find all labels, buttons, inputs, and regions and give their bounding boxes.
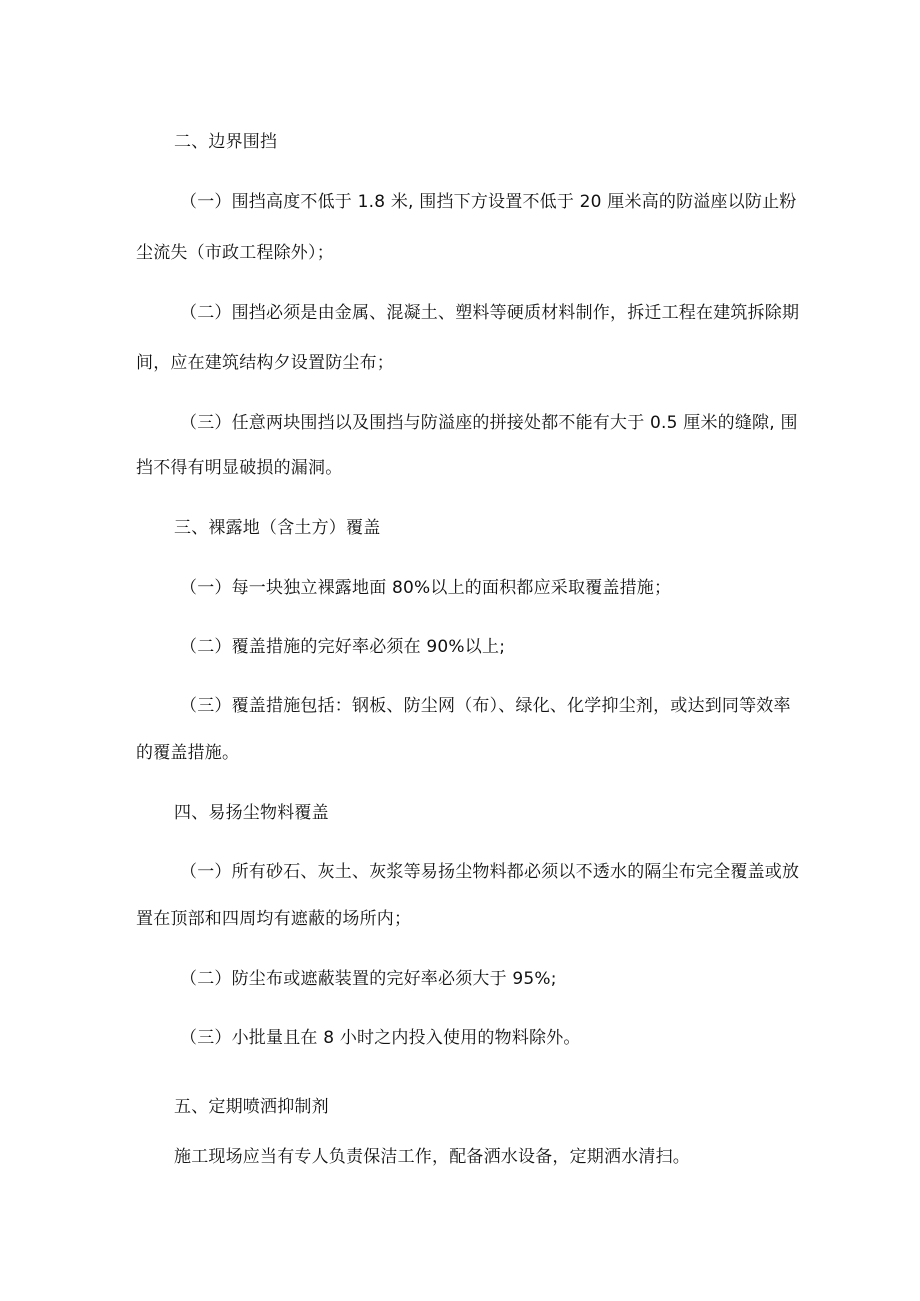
paragraph-3-3-line-2: 的覆盖措施。 [136, 743, 240, 763]
paragraph-4-3: （三）小批量且在 8 小时之内投入使用的物料除外。 [180, 1028, 581, 1048]
section-heading-4: 四、易扬尘物料覆盖 [174, 803, 329, 823]
paragraph-4-1-line-1: （一）所有砂石、灰土、灰浆等易扬尘物料都必须以不透水的隔尘布完全覆盖或放 [180, 862, 800, 882]
paragraph-4-1-line-2: 置在顶部和四周均有遮蔽的场所内； [136, 909, 412, 929]
section-heading-5: 五、定期喷洒抑制剂 [174, 1097, 329, 1117]
section-heading-2: 二、边界围挡 [174, 132, 278, 152]
paragraph-2-1-line-2: 尘流失（市政工程除外）； [136, 243, 334, 263]
paragraph-2-2-line-1: （二）围挡必须是由金属、混凝土、塑料等硬质材料制作，拆迁工程在建筑拆除期 [180, 303, 800, 323]
paragraph-2-1-line-1: （一）围挡高度不低于 1.8 米, 围挡下方设置不低于 20 厘米高的防溢座以防止粉 [180, 192, 797, 212]
paragraph-3-1: （一）每一块独立裸露地面 80%以上的面积都应采取覆盖措施； [180, 578, 672, 598]
paragraph-2-3-line-1: （三）任意两块围挡以及围挡与防溢座的拼接处都不能有大于 0.5 厘米的缝隙, 围 [180, 413, 798, 433]
paragraph-2-2-line-2: 间，应在建筑结构夕设置防尘布； [136, 353, 394, 373]
paragraph-3-2: （二）覆盖措施的完好率必须在 90%以上; [180, 637, 506, 657]
paragraph-4-2: （二）防尘布或遮蔽装置的完好率必须大于 95%; [180, 969, 557, 989]
paragraph-5: 施工现场应当有专人负责保洁工作，配备洒水设备，定期洒水清扫。 [174, 1147, 690, 1167]
paragraph-2-3-line-2: 挡不得有明显破损的漏洞。 [136, 458, 343, 478]
paragraph-3-3-line-1: （三）覆盖措施包括：钢板、防尘网（布）、绿化、化学抑尘剂，或达到同等效率 [180, 696, 791, 716]
section-heading-3: 三、裸露地（含土方）覆盖 [174, 518, 381, 538]
